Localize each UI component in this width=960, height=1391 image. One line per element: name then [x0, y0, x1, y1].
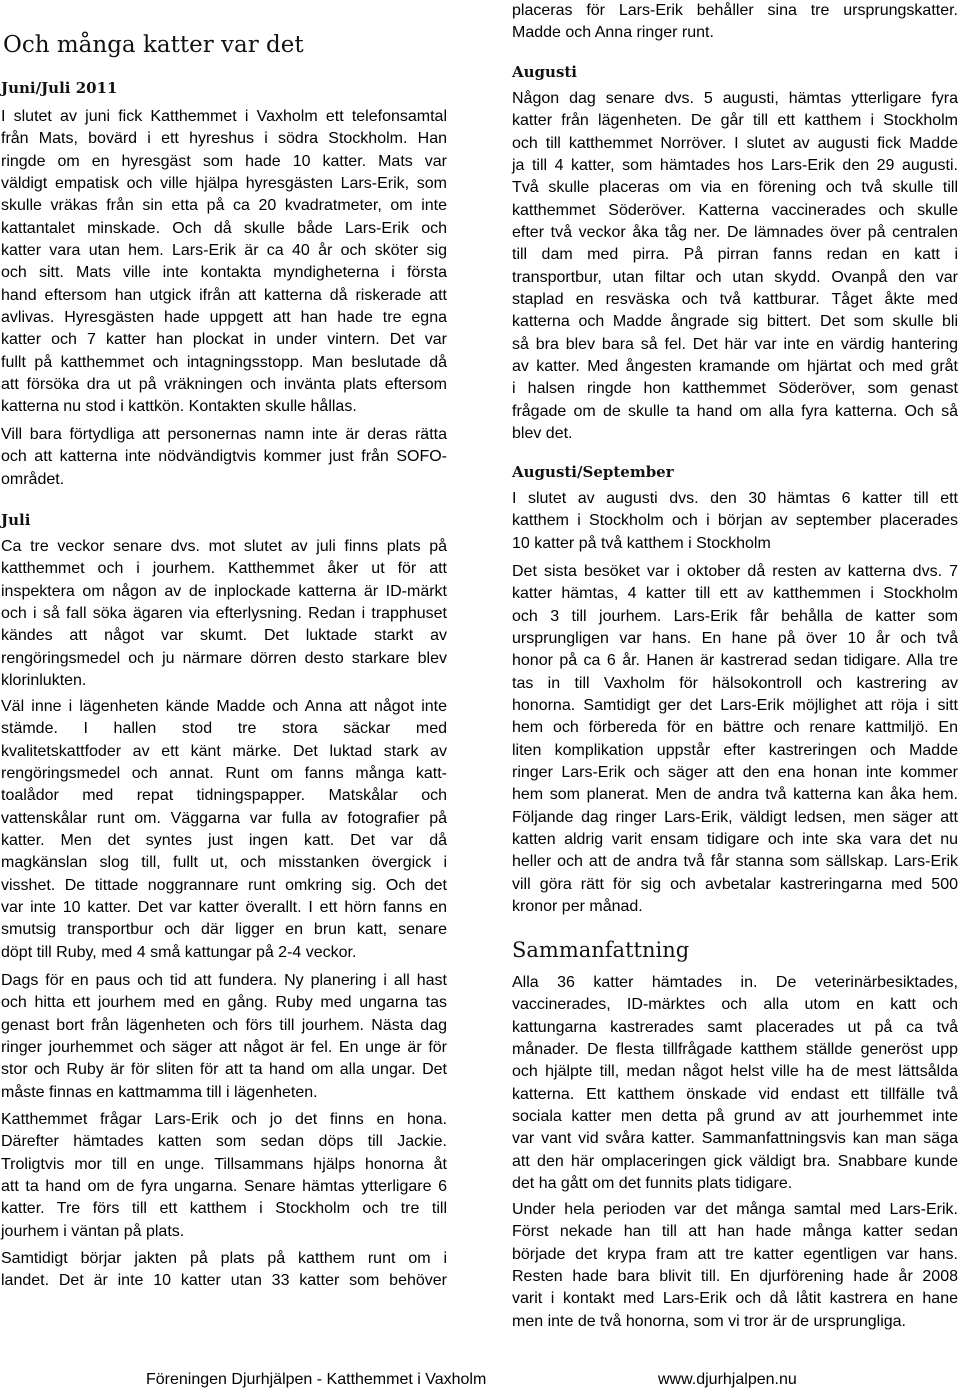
text-line: toalådor med repat tidningspapper. Matskålar och — [1, 787, 447, 805]
left-column — [1, 0, 447, 1340]
text-line: rengöringsmedel och annat. Runt om fanns många katt- — [1, 765, 447, 783]
section-heading-augusti-september: Augusti/September — [512, 463, 674, 481]
text-line: visshet. De tittade noggrannare runt omkring sig. Och det — [1, 876, 447, 894]
text-line: kronor per månad. — [512, 898, 643, 916]
text-line: katter från lägenheten. De går till ett katthem i Stockholm — [512, 112, 958, 130]
text-line: katter. Men det syntes just ingen katt. Det var då — [1, 832, 447, 850]
text-line: vill göra rätt för sig och avbetalar kastreringarna med 500 — [512, 875, 958, 893]
text-line: katterna nu stod i kattkön. Kontakten skulle hållas. — [1, 398, 357, 416]
text-line: katthem i Stockholm och i början av september placerades — [512, 512, 958, 530]
footer-website: www.djurhjalpen.nu — [658, 1371, 797, 1388]
text-line: smutsig transportbur och där ligger en brun katt, senare — [1, 921, 447, 939]
footer-organization: Föreningen Djurhjälpen - Katthemmet i Vaxholm — [146, 1371, 487, 1388]
text-line: det ha gått om det funnits plats tidigare. — [512, 1175, 793, 1193]
text-line: genast bort från lägenheten och förs till jourhem. Nästa dag — [1, 1016, 447, 1034]
text-line: katten aldrig varit ensam tidigare och inte ska vara det nu — [512, 831, 958, 849]
text-line: ringer Lars-Erik och säger att den ena honan inte kommer — [512, 764, 958, 782]
text-line: hem som planerat. Men de andra två katterna kan åka hem. — [512, 786, 958, 804]
text-line: men inte de två honorna, som vi tror är de ursprungliga. — [512, 1312, 906, 1330]
text-line: jourhem i väntan på plats. — [1, 1222, 185, 1240]
text-line: Samtidigt börjar jakten på plats på katthem runt om i — [1, 1250, 447, 1267]
text-line: varit i kontakt med Lars-Erik och då låtit kastrera en hane — [512, 1290, 958, 1308]
text-line: magkänslan slog till, fullt ut, och misstanken övergick i — [1, 854, 447, 872]
paragraph — [512, 561, 958, 919]
text-line: och sitt. Mats ville inte kontakta myndigheterna i första — [1, 264, 447, 282]
paragraph — [1, 1248, 447, 1293]
text-line: klorinlukten. — [1, 672, 87, 690]
text-line: efter två veckor åka tåg ner. De lämnades över på centralen — [512, 224, 958, 242]
text-line: började det krypa fram att tre katter egentligen var hans. — [512, 1245, 958, 1263]
text-line: stor och Ruby är för sliten för att ta hand om alla ungar. Det — [1, 1061, 447, 1079]
text-line: avlivas. Hyresgästen hade uppgett att han hade tre egna — [1, 309, 447, 327]
text-line: och att katterna inte nödvändigtvis kommer just från SOFO- — [1, 448, 447, 466]
text-line: Det sista besöket var i oktober då resten av katterna dvs. 7 — [512, 563, 958, 580]
paragraph — [512, 972, 958, 1195]
text-line: placeras för Lars-Erik behåller sina tre ursprungskatter. — [512, 2, 958, 19]
text-line: och 3 till jourhem. Lars-Erik får behålla de katter som — [512, 607, 958, 625]
text-line: från Mats, bovärd i ett hyreshus i södra Stockholm. Han — [1, 130, 447, 148]
paragraph — [512, 488, 958, 555]
text-line: Därefter hämtades katten som sedan döps till Jackie. — [1, 1133, 447, 1151]
text-line: 10 katter på två katthem i Stockholm — [512, 534, 771, 552]
text-line: månader. De flesta tillfrågade katthem ställde generöst upp — [512, 1041, 958, 1059]
text-line: inspektera om någon av de inplockade katterna är ID-märkt — [1, 582, 447, 600]
text-line: Ca tre veckor senare dvs. mot slutet av juli finns plats på — [1, 538, 447, 555]
text-line: blev det. — [512, 425, 573, 443]
paragraph — [1, 970, 447, 1104]
document-title: Och många katter var det — [3, 32, 304, 58]
text-line: att försöka dra ut på vräkningen och invänta plats eftersom — [1, 376, 447, 394]
paragraph — [512, 1199, 958, 1333]
text-line: landet. Det är inte 10 katter utan 33 katter som behöver — [1, 1272, 447, 1290]
text-line: katterna. Ett katthem önskade vid endast ett tillfälle två — [512, 1085, 958, 1103]
text-line: I slutet av augusti dvs. den 30 hämtas 6 katter till ett — [512, 490, 958, 507]
paragraph — [1, 1109, 447, 1243]
text-line: staplad en resväska och två kattburar. Tåget åkte med — [512, 291, 958, 309]
text-line: ja till 4 katter, som hämtades hos Lars-Erik den 29 augusti. — [512, 157, 958, 175]
paragraph — [1, 424, 447, 491]
text-line: Alla 36 katter hämtades in. De veterinärbesiktades, — [512, 974, 958, 991]
text-line: till dam med pirra. På pirran fanns redan en katt i — [512, 246, 958, 264]
text-line: honorna. Samtidigt ger det Lars-Erik möjlighet att röja i sitt — [512, 697, 958, 715]
text-line: Dags för en paus och tid att fundera. Ny planering i all hast — [1, 972, 447, 989]
paragraph — [1, 696, 447, 964]
text-line: fullt på katthemmet och intagningsstopp. Man beslutade då — [1, 353, 447, 371]
text-line: katter vara utan hem. Lars-Erik är ca 40 år och sköter sig — [1, 242, 447, 260]
text-line: döpt till Ruby, med 4 små kattungar på 2-4 veckor. — [1, 943, 357, 961]
text-line: Vill bara förtydliga att personernas namn inte är deras rätta — [1, 426, 447, 443]
text-line: heller och att de andra två får stanna som sällskap. Lars-Erik — [512, 853, 958, 871]
text-line: i halsen ringde hon katthemmet Söderöver, som genast — [512, 380, 958, 398]
text-line: och till katthemmet Norröver. I slutet av augusti fick Madde — [512, 134, 958, 152]
text-line: Katthemmet frågar Lars-Erik och jo det finns en hona. — [1, 1111, 447, 1128]
text-line: kattantalet minskade. Och då skulle både Lars-Erik och — [1, 219, 447, 237]
paragraph — [1, 106, 447, 419]
text-line: vattenskålar runt om. Väggarna var fulla av fotografier på — [1, 809, 447, 827]
text-line: katter hämtas, 4 katter till ett av katthemmen i Stockholm — [512, 585, 958, 603]
text-line: I slutet av juni fick Katthemmet i Vaxholm ett telefonsamtal — [1, 108, 447, 125]
text-line: Troligtvis mor till en unge. Tillsammans hjälps honorna åt — [1, 1155, 447, 1173]
text-line: vaccinerades, ID-märktes och alla utom en katt och — [512, 996, 958, 1014]
text-line: katthemmet Söderöver. Katterna vaccinerades och skulle — [512, 201, 958, 219]
paragraph — [1, 536, 447, 692]
section-heading-juni-juli: Juni/Juli 2011 — [1, 79, 118, 97]
text-line: Följande dag ringer Lars-Erik, väldigt ledsen, men säger att — [512, 808, 958, 826]
page-footer — [0, 1370, 960, 1390]
text-line: så bra blev bara så fel. Det här var inte en värdig hantering — [512, 335, 958, 353]
text-line: katter. Tre förs till ett katthem i Stockholm och tre till — [1, 1200, 447, 1218]
text-line: ursprungligen var hans. En hane på över 10 år och två — [512, 630, 958, 648]
text-line: tas in till Vaxholm för hälsokontroll och kastrering av — [512, 674, 958, 692]
section-heading-augusti: Augusti — [512, 63, 578, 81]
text-line: Resten hade bara blivit till. En djurförening hade år 2008 — [512, 1268, 958, 1286]
text-line: rengöringsmedel och ju närmare dörren desto starkare blev — [1, 649, 447, 667]
text-line: kattungarna kastrerades samt placerades ut på ca två — [512, 1018, 958, 1036]
text-line: var inte 10 katter. Det var katter överallt. I ett hörn fanns en — [1, 899, 447, 917]
text-line: och hitta ett jourhem med en gång. Ruby med ungarna tas — [1, 994, 447, 1012]
text-line: Väl inne i lägenheten kände Madde och Anna att något inte — [1, 698, 447, 715]
text-line: frågade om de skulle ta hand om alla fyra katterna. Och så — [512, 402, 958, 420]
text-line: området. — [1, 470, 65, 488]
text-line: kändes att något var skumt. Det luktade starkt av — [1, 627, 447, 645]
text-line: av katter. Med ångesten kramande om hjärtat och med gråt — [512, 358, 958, 376]
text-line: transportbur, utan filtar och utan skydd. Ovanpå den var — [512, 268, 958, 286]
text-line: Först nekade han till att han hade många katter sedan — [512, 1223, 958, 1241]
text-line: och i så fall söka ägaren via efterlysning. Redan i trapphuset — [1, 605, 447, 623]
text-line: måste finnas en kattmamma till i lägenheten. — [1, 1083, 318, 1101]
text-line: sociala katter men detta på grund av att jourhemmet inte — [512, 1108, 958, 1126]
section-heading-juli: Juli — [1, 511, 31, 529]
text-line: kvalitetskattfoder av ett känt märke. Det luktad stark av — [1, 742, 447, 760]
text-line: att den här omplaceringen gick väldigt bra. Snabbare kunde — [512, 1152, 958, 1170]
paragraph — [512, 88, 958, 446]
text-line: Någon dag senare dvs. 5 augusti, hämtas ytterligare fyra — [512, 90, 958, 107]
text-line: ringde om en hyresgäst som hade 10 katter. Mats var — [1, 152, 447, 170]
text-line: att ta hand om de fyra ungarna. Senare hämtas ytterligare 6 — [1, 1178, 447, 1196]
text-line: katterna och Madde ångrade sig bittert. Det som skulle bli — [512, 313, 958, 331]
text-line: Under hela perioden var det många samtal med Lars-Erik. — [512, 1201, 958, 1218]
text-line: liten komplikation uppstår efter kastreringen och Madde — [512, 741, 958, 759]
text-line: var vant vid svåra katter. Sammanfattningsvis kan man säga — [512, 1130, 958, 1148]
right-column — [512, 0, 958, 1340]
text-line: ringer jourhemmet och säger att något är fel. En unge är för — [1, 1039, 447, 1057]
text-line: Madde och Anna ringer runt. — [512, 24, 714, 42]
text-line: katthemmet och i jourhem. Katthemmet åker ut för att — [1, 560, 447, 578]
text-line: skulle vräkas från sin etta på ca 20 kvadratmeter, om inte — [1, 197, 447, 215]
section-heading-sammanfattning: Sammanfattning — [512, 938, 690, 962]
text-line: honor på ca 6 år. Hanen är kastrerad sedan tidigare. Alla tre — [512, 652, 958, 670]
text-line: katter och 7 katter han plockat in under vintern. Det var — [1, 331, 447, 349]
text-line: och hjälpte till, medan något helst ville ha de mest lättsålda — [512, 1063, 958, 1081]
text-line: väldigt empatisk och ville hjälpa hyresgästen Lars-Erik, som — [1, 175, 447, 193]
text-line: hem och förbereda för en bättre och renare kattmiljö. En — [512, 719, 958, 737]
paragraph — [512, 0, 958, 45]
text-line: stämde. I hallen stod tre stora säckar med — [1, 720, 447, 738]
text-line: hand eftersom han utgick ifrån att katterna då riskerade att — [1, 286, 447, 304]
text-line: Två skulle placeras om via en förening och två skulle till — [512, 179, 958, 197]
